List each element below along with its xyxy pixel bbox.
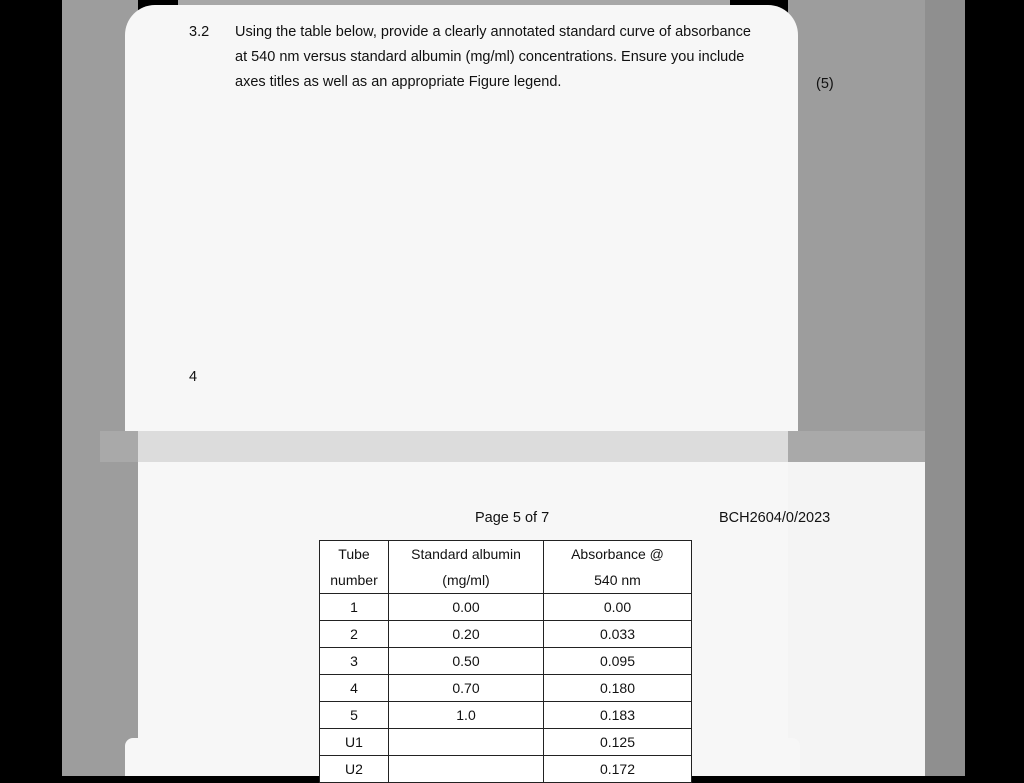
cell-absorbance: 0.033 — [544, 621, 692, 648]
standard-albumin-table — [319, 540, 692, 783]
header-line: (mg/ml) — [442, 572, 490, 588]
cell-absorbance: 0.095 — [544, 648, 692, 675]
table-header-row — [320, 541, 692, 594]
question-number: 3.2 — [189, 24, 210, 40]
cell-absorbance: 0.125 — [544, 729, 692, 756]
cell-tube: U2 — [320, 756, 389, 783]
header-tube-number — [320, 541, 389, 594]
cell-albumin — [389, 756, 544, 783]
overlay-corner-left — [125, 738, 139, 776]
header-absorbance — [544, 541, 692, 594]
cell-albumin: 0.00 — [389, 594, 544, 621]
cell-tube: 1 — [320, 594, 389, 621]
header-line: Standard albumin — [411, 546, 521, 562]
cell-albumin — [389, 729, 544, 756]
table-row — [320, 594, 692, 621]
cell-albumin: 0.70 — [389, 675, 544, 702]
footer-document-code: BCH2604/0/2023 — [719, 510, 831, 526]
table-row — [320, 702, 692, 729]
cell-albumin: 1.0 — [389, 702, 544, 729]
cell-tube: 5 — [320, 702, 389, 729]
header-line: 540 nm — [594, 572, 641, 588]
header-line: number — [330, 572, 378, 588]
page-gap — [138, 431, 788, 462]
cell-absorbance: 0.183 — [544, 702, 692, 729]
question-text-line-3: axes titles as well as an appropriate Figure legend. — [235, 74, 562, 90]
overlay-corner-right — [786, 738, 800, 776]
cell-absorbance: 0.00 — [544, 594, 692, 621]
question-marks: (5) — [816, 76, 834, 92]
background-panel-right-edge — [925, 0, 965, 776]
cell-tube: 3 — [320, 648, 389, 675]
question-text-line-2: at 540 nm versus standard albumin (mg/ml) concentrations. Ensure you include — [235, 49, 745, 65]
table-row — [320, 675, 692, 702]
table-row — [320, 621, 692, 648]
cell-tube: 4 — [320, 675, 389, 702]
cell-tube: U1 — [320, 729, 389, 756]
footer-page-label: Page 5 of 7 — [475, 510, 550, 526]
cell-albumin: 0.50 — [389, 648, 544, 675]
cell-absorbance: 0.172 — [544, 756, 692, 783]
table-row — [320, 648, 692, 675]
page-number: 4 — [189, 369, 198, 385]
header-line: Tube — [338, 546, 370, 562]
question-text-line-1: Using the table below, provide a clearly annotated standard curve of absorbance — [235, 24, 751, 40]
cell-albumin: 0.20 — [389, 621, 544, 648]
cell-absorbance: 0.180 — [544, 675, 692, 702]
table-row — [320, 756, 692, 783]
header-line: Absorbance @ — [571, 546, 664, 562]
document-page-upper — [125, 5, 798, 431]
table-row — [320, 729, 692, 756]
header-standard-albumin — [389, 541, 544, 594]
cell-tube: 2 — [320, 621, 389, 648]
